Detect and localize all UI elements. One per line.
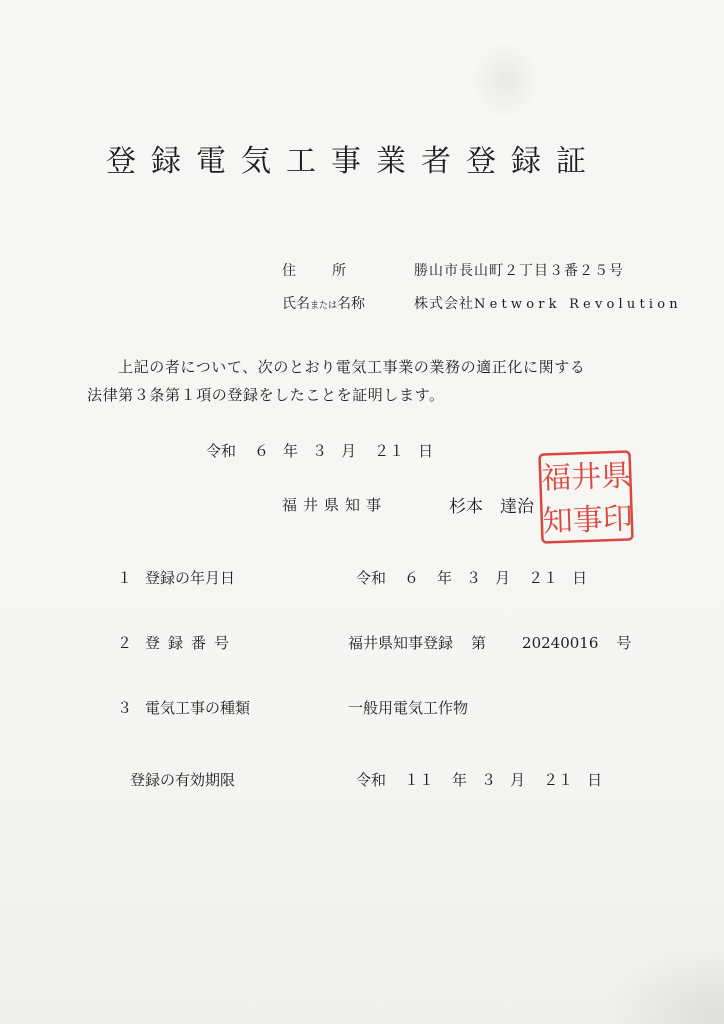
issue-date-day-unit: 日 (418, 442, 434, 460)
issue-date-month-unit: 月 (341, 442, 357, 460)
document-title: 登録電気工事業者登録証 (106, 144, 601, 179)
detail-1-label: 登録の年月日 (145, 569, 236, 587)
seal-char-1: 県 (600, 458, 632, 495)
address-label: 住所 (282, 263, 382, 279)
company-name-latin: Network Revolution (474, 297, 682, 312)
detail-3-number: ３ (117, 699, 133, 717)
reg-date-day: ２１ (528, 569, 559, 587)
expiry-day: ２１ (543, 771, 574, 789)
reg-date-day-unit: 日 (572, 569, 588, 587)
seal-char-2: 井 (570, 459, 602, 496)
issue-date-era: 令和 (206, 442, 237, 460)
body-text-line-2: 法律第３条第１項の登録をしたことを証明します。 (87, 386, 445, 404)
paper-fold-shadow (604, 944, 724, 1024)
company-name (414, 293, 682, 313)
seal-char-6: 知 (542, 503, 574, 540)
expiry-month: ３ (481, 771, 497, 789)
official-seal (538, 450, 634, 544)
issue-date-day: ２１ (374, 442, 405, 460)
reg-date-month-unit: 月 (495, 569, 511, 587)
issuer-title: 福井県知事 (282, 496, 388, 514)
company-name-prefix: 株式会社 (414, 296, 474, 312)
signer-name: 杉本 達治 (449, 497, 534, 517)
reg-number-prefix: 福井県知事登録 (348, 634, 454, 652)
issue-date-month: ３ (312, 442, 328, 460)
issue-date (206, 440, 433, 461)
detail-2-number: ２ (117, 634, 133, 652)
reg-date-era: 令和 (356, 569, 387, 587)
detail-1-number: １ (117, 569, 133, 587)
detail-2-label: 登録番号 (145, 634, 238, 652)
name-label-small: または (310, 301, 338, 311)
name-label-pre: 氏名 (282, 296, 310, 312)
seal-char-5: 事 (572, 502, 604, 539)
address-value: 勝山市長山町２丁目３番２５号 (414, 263, 624, 279)
expiry-value (356, 769, 602, 790)
expiry-era: 令和 (356, 771, 387, 789)
name-label (282, 293, 365, 313)
seal-char-3: 福 (540, 460, 572, 497)
paper-smudge (470, 40, 540, 120)
detail-3-label: 電気工事の種類 (145, 699, 251, 717)
detail-2-value (348, 632, 631, 653)
name-label-post: 名称 (337, 296, 366, 312)
detail-3-value: 一般用電気工作物 (348, 699, 469, 717)
reg-date-year-unit: 年 (437, 569, 453, 587)
expiry-year: １１ (404, 771, 435, 789)
issue-date-year: ６ (254, 442, 270, 460)
expiry-month-unit: 月 (510, 771, 526, 789)
reg-date-month: ３ (466, 569, 482, 587)
reg-number: 20240016 (522, 634, 599, 652)
detail-1-value (356, 567, 587, 588)
expiry-label: 登録の有効期限 (130, 771, 236, 789)
reg-date-year: ６ (404, 569, 420, 587)
expiry-day-unit: 日 (587, 771, 603, 789)
seal-char-4: 印 (602, 501, 634, 538)
reg-number-suffix: 号 (616, 634, 632, 652)
reg-number-mid: 第 (471, 634, 487, 652)
issue-date-year-unit: 年 (283, 442, 299, 460)
body-text-line-1: 上記の者について、次のとおり電気工事業の業務の適正化に関する (118, 358, 586, 376)
expiry-year-unit: 年 (452, 771, 468, 789)
